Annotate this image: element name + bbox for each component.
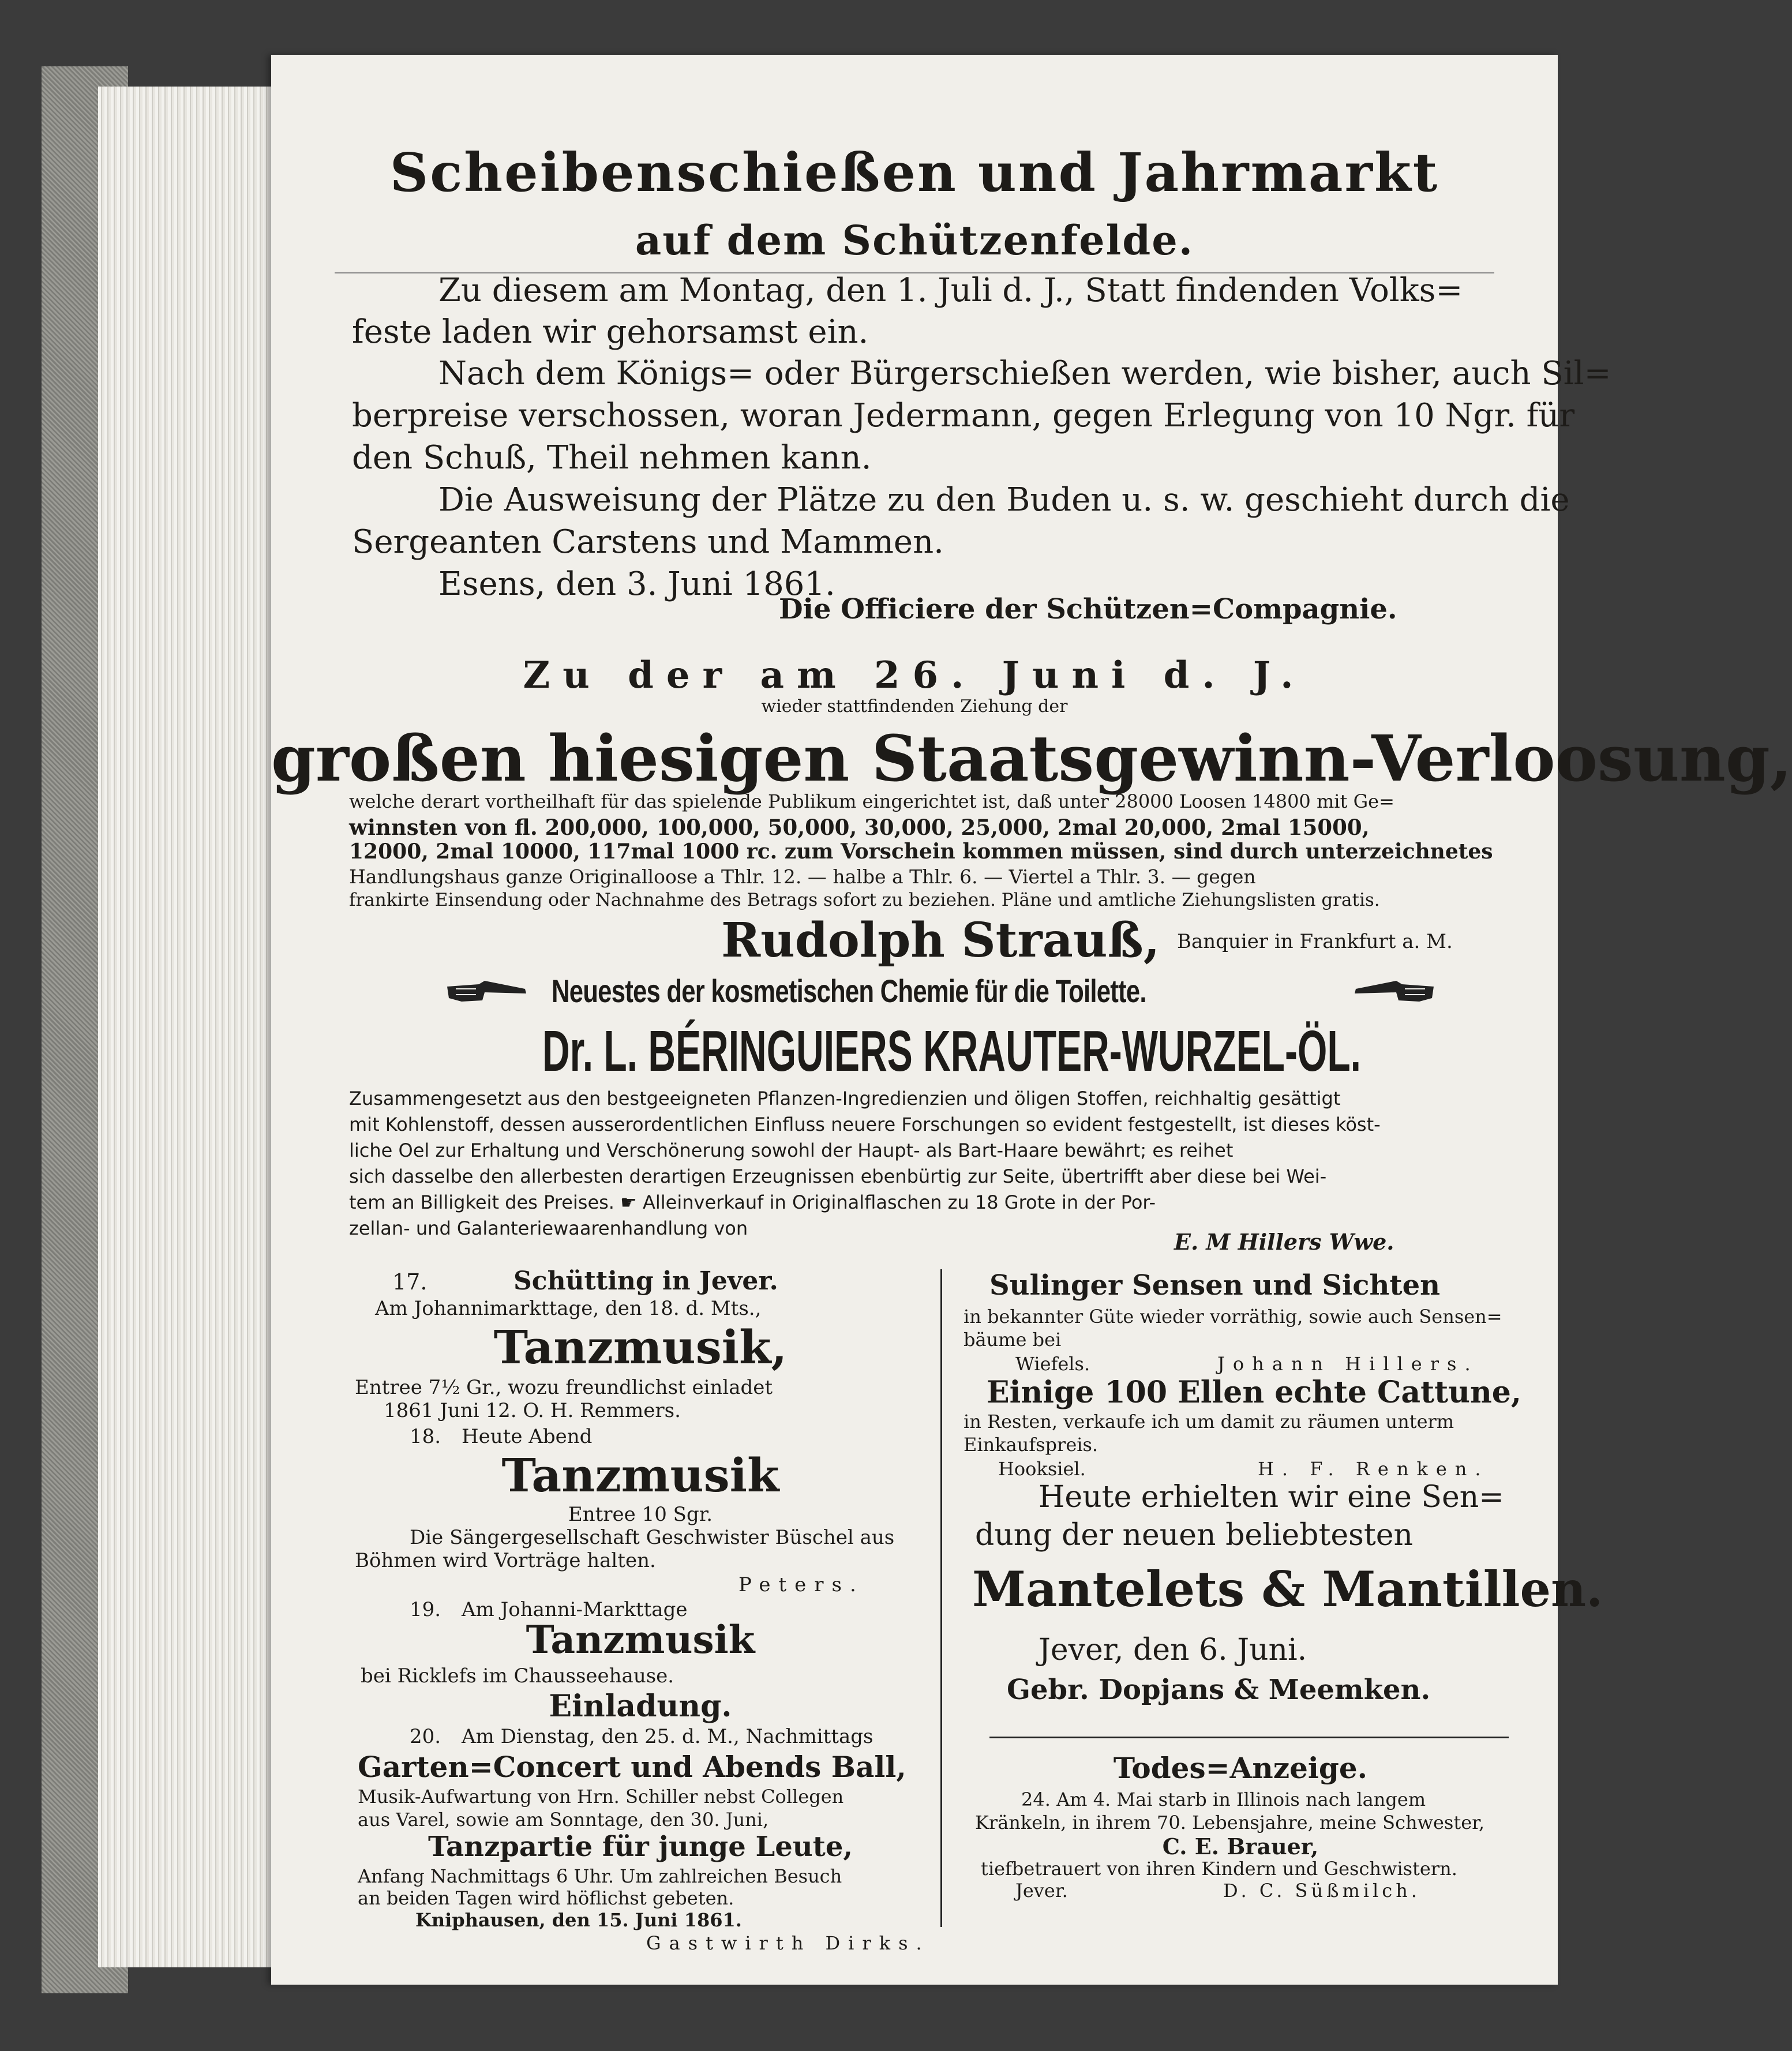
ad2-line-5: frankirte Einsendung oder Nachnahme des Betrags sofort zu beziehen. Pläne und amtliche Ziehungslisten gratis. — [349, 890, 1380, 910]
a20-line-4: an beiden Tagen wird höflichst gebeten. — [358, 1887, 734, 1909]
a17-head: Schütting in Jever. — [513, 1266, 778, 1296]
a18-head: Heute Abend — [462, 1425, 593, 1448]
ad2-line-4: Handlungshaus ganze Originalloose a Thlr. 12. — halbe a Thlr. 6. — Viertel a Thlr. 3. — gegen — [349, 865, 1256, 888]
ad2-name-suffix: Banquier in Frankfurt a. M. — [1177, 930, 1453, 953]
ad1-signature: Die Officiere der Schützen=Compagnie. — [779, 593, 1397, 625]
ad3-headline: Neuestes der kosmetischen Chemie für die Toilette. — [552, 973, 1146, 1009]
a18-title: Tanzmusik — [501, 1448, 779, 1502]
a20-title: Einladung. — [549, 1689, 732, 1724]
ad2-title: großen hiesigen Staatsgewinn-Verloosung, — [271, 721, 1792, 796]
b2-line-1: in Resten, verkaufe ich um damit zu räumen unterm — [964, 1411, 1454, 1433]
ad3-line-1: Zusammengesetzt aus den bestgeeigneten Pflanzen-Ingredienzien und öligen Stoffen, reichhaltig gesättigt — [349, 1088, 1341, 1109]
a18-line-1: Entree 10 Sgr. — [568, 1503, 713, 1526]
a20-head: Am Dienstag, den 25. d. M., Nachmittags — [462, 1725, 873, 1748]
b1-line-1: in bekannter Güte wieder vorräthig, sowie auch Sensen= — [964, 1306, 1502, 1328]
ad1-date: Esens, den 3. Juni 1861. — [438, 565, 835, 603]
a17-num: 17. — [392, 1269, 428, 1295]
b3-date: Jever, den 6. Juni. — [1039, 1633, 1307, 1667]
a17-line-1: Entree 7½ Gr., wozu freundlichst einladet — [355, 1376, 773, 1399]
ad3-line-3: liche Oel zur Erhaltung und Verschönerung sowohl der Haupt- als Bart-Haare bewährt; es reihet — [349, 1139, 1234, 1161]
pointing-hand-right-icon — [444, 976, 531, 1005]
b4-place: Jever. — [1015, 1880, 1068, 1902]
b2-title: Einige 100 Ellen echte Cattune, — [987, 1375, 1521, 1410]
ad2-name: Rudolph Strauß, — [721, 913, 1160, 968]
ad1-line-6: Die Ausweisung der Plätze zu den Buden u. s. w. geschieht durch die — [438, 481, 1570, 519]
ad2-line-2: winnsten von fl. 200,000, 100,000, 50,000, 30,000, 25,000, 2mal 20,000, 2mal 15000, — [349, 815, 1370, 840]
a19-title: Tanzmusik — [526, 1617, 755, 1662]
a19-num: 19. — [410, 1598, 441, 1621]
ad3-line-2: mit Kohlenstoff, dessen ausserordentlichen Einfluss neuere Forschungen so evident festgestellt, ist dieses köst- — [349, 1113, 1381, 1135]
b1-place: Wiefels. — [1015, 1353, 1090, 1375]
ad3-line-4: sich dasselbe den allerbesten derartigen Erzeugnissen ebenbürtig zur Seite, übertrifft aber diese bei Wei- — [349, 1165, 1327, 1187]
b4-line-2: Kränkeln, in ihrem 70. Lebensjahre, meine Schwester, — [975, 1812, 1485, 1833]
ad1-line-3: Nach dem Königs= oder Bürgerschießen werden, wie bisher, auch Sil= — [438, 355, 1611, 392]
a20-line-2: aus Varel, sowie am Sonntage, den 30. Juni, — [358, 1809, 769, 1831]
ad2-intro2: wieder stattfindenden Ziehung der — [761, 696, 1068, 717]
ad3-seller: E. M Hillers Wwe. — [1174, 1229, 1394, 1255]
ad1-line-7: Sergeanten Carstens und Mammen. — [352, 523, 944, 561]
a20-line-3: Anfang Nachmittags 6 Uhr. Um zahlreichen Besuch — [358, 1865, 842, 1887]
a20-title2: Garten=Concert und Abends Ball, — [358, 1750, 906, 1784]
b2-line-2: Einkaufspreis. — [964, 1434, 1099, 1456]
right-col-divider — [989, 1737, 1509, 1738]
b3-line-1: Heute erhielten wir eine Sen= — [1039, 1480, 1504, 1514]
column-divider — [940, 1269, 942, 1927]
b3-title: Mantelets & Mantillen. — [972, 1561, 1603, 1618]
ad2-line-3: 12000, 2mal 10000, 117mal 1000 rc. zum Vorschein kommen müssen, sind durch unterzeichnetes — [349, 839, 1493, 864]
a18-sig: Peters. — [738, 1573, 864, 1596]
ad3-line-5: tem an Billigkeit des Preises. ☛ Alleinverkauf in Originalflaschen zu 18 Grote in der Por- — [349, 1191, 1156, 1213]
a18-line-3: Böhmen wird Vorträge halten. — [355, 1549, 656, 1572]
a20-line-1: Musik-Aufwartung von Hrn. Schiller nebst Collegen — [358, 1786, 844, 1808]
ad1-line-2: feste laden wir gehorsamst ein. — [352, 313, 869, 351]
a18-line-2: Die Sängergesellschaft Geschwister Büschel aus — [410, 1526, 895, 1549]
b3-line-2: dung der neuen beliebtesten — [975, 1518, 1413, 1553]
b3-sig: Gebr. Dopjans & Meemken. — [1007, 1674, 1431, 1706]
a17-title: Tanzmusik, — [493, 1320, 788, 1374]
page-edges — [98, 87, 271, 1967]
b4-line-3: tiefbetrauert von ihren Kindern und Geschwistern. — [981, 1858, 1457, 1880]
b1-line-2: bäume bei — [964, 1329, 1062, 1351]
a19-line: bei Ricklefs im Chausseehause. — [361, 1664, 674, 1688]
newspaper-page — [271, 55, 1792, 1985]
b4-title: Todes=Anzeige. — [1113, 1751, 1368, 1785]
ad1-subtitle: auf dem Schützenfelde. — [635, 216, 1194, 264]
a20-num: 20. — [410, 1725, 441, 1748]
b1-title: Sulinger Sensen und Sichten — [989, 1269, 1441, 1302]
a17-line: Am Johannimarkttage, den 18. d. Mts., — [375, 1297, 762, 1320]
ad1-title: Scheibenschießen und Jahrmarkt — [389, 141, 1439, 204]
ad3-title: Dr. L. BÉRINGUIERS KRAUTER-WURZEL-ÖL. — [542, 1019, 1361, 1083]
ad3-line-6: zellan- und Galanteriewaarenhandlung von — [349, 1217, 748, 1239]
ad1-line-1: Zu diesem am Montag, den 1. Juli d. J., Statt findenden Volks= — [438, 272, 1463, 309]
ad2-line-1: welche derart vortheilhaft für das spielende Publikum eingerichtet ist, daß unter 28000 Loosen 14800 mit Ge= — [349, 790, 1394, 812]
pointing-hand-left-icon — [1350, 976, 1437, 1005]
a20-sig: Gastwirth Dirks. — [646, 1932, 930, 1954]
a18-num: 18. — [410, 1425, 441, 1448]
a17-line-2: 1861 Juni 12. O. H. Remmers. — [384, 1399, 681, 1422]
a20-line-5: Kniphausen, den 15. Juni 1861. — [415, 1909, 742, 1931]
a19-head: Am Johanni-Markttage — [462, 1598, 688, 1621]
ad1-line-4: berpreise verschossen, woran Jedermann, gegen Erlegung von 10 Ngr. für — [352, 397, 1575, 434]
ad1-line-5: den Schuß, Theil nehmen kann. — [352, 439, 872, 477]
b2-sig: H. F. Renken. — [1258, 1458, 1489, 1480]
b4-line-1: 24. Am 4. Mai starb in Illinois nach langem — [1021, 1788, 1426, 1810]
b1-sig: Johann Hillers. — [1217, 1353, 1479, 1375]
ad2-intro: Zu der am 26. Juni d. J. — [523, 654, 1306, 697]
b4-sig: D. C. Süßmilch. — [1223, 1880, 1420, 1902]
b2-place: Hooksiel. — [998, 1458, 1086, 1480]
a20-title3: Tanzpartie für junge Leute, — [428, 1831, 853, 1863]
b4-name: C. E. Brauer, — [1162, 1833, 1319, 1859]
